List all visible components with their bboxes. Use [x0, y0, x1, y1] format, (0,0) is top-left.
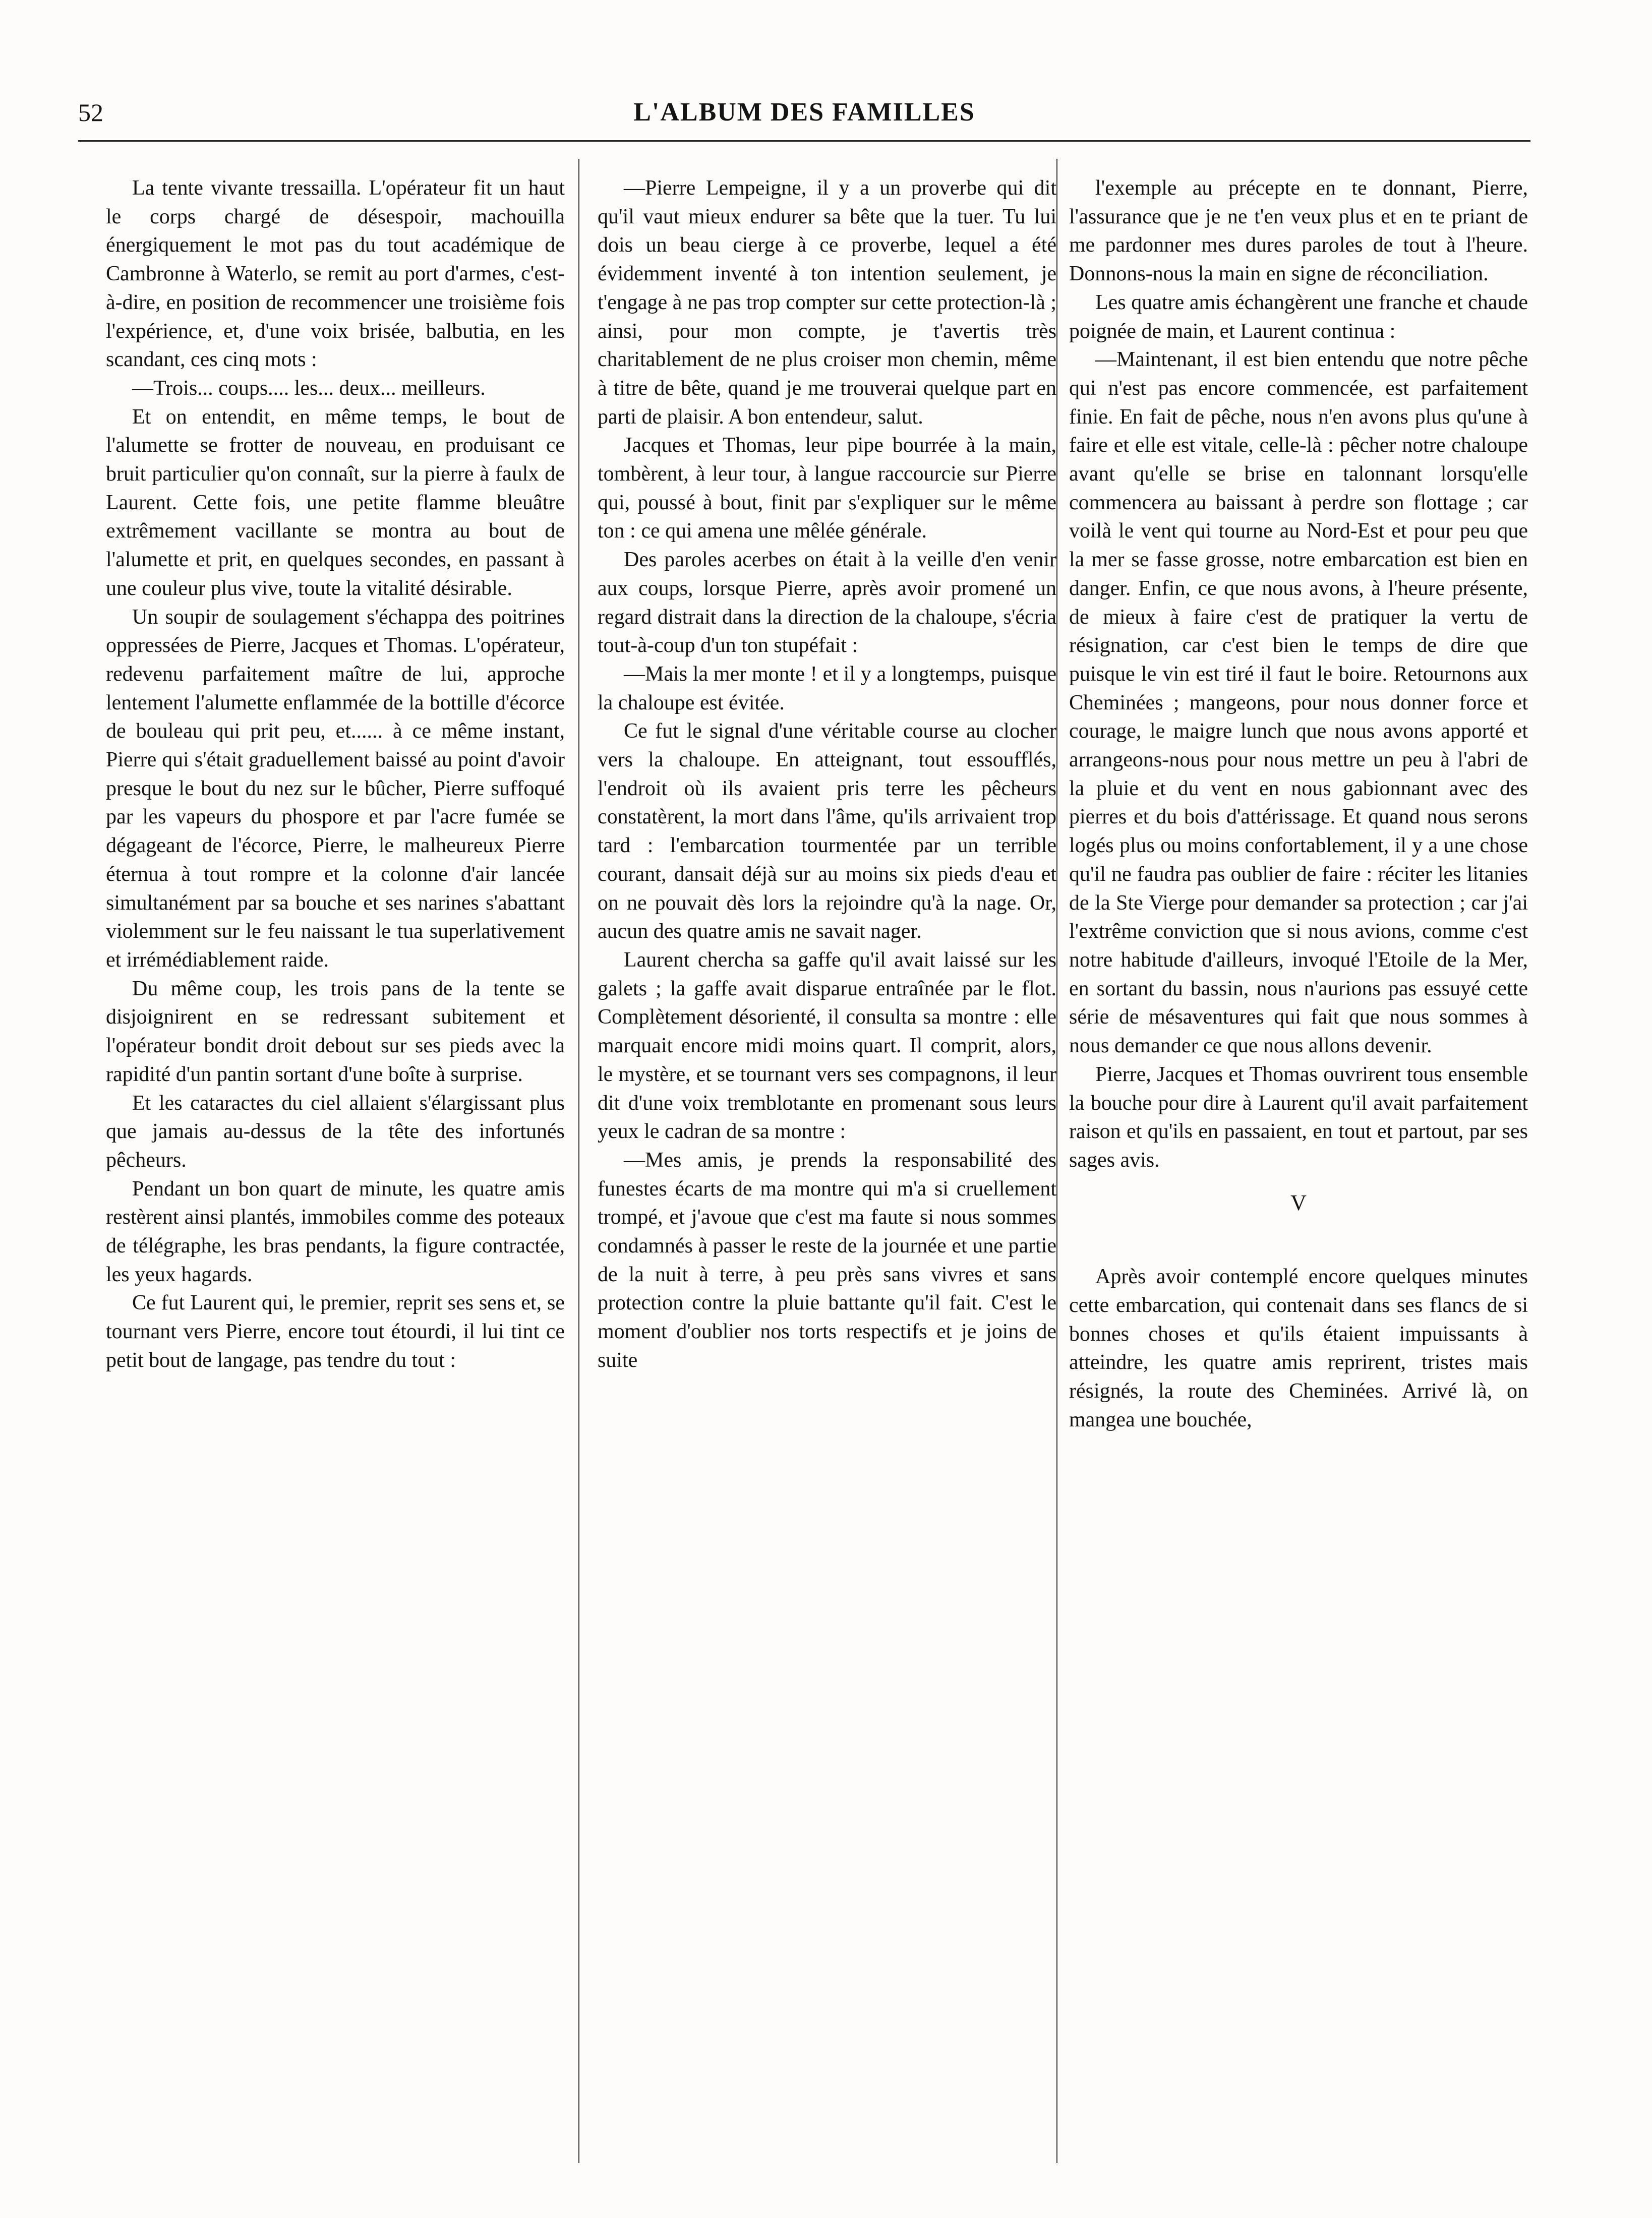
paragraph: Un soupir de soulagement s'échappa des poitrines oppressées de Pierre, Jacques et Thomas. L'opérateur, redevenu parfaitement maître de lui, approche lentement l'alumette enflammée de la bottille d'écorce de bouleau qui prit peu, et...... à ce même instant, Pierre qui s'était graduellement baissé au point d'avoir presque le bout du nez sur le bûcher, Pierre suffoqué par les vapeurs du phospore et par l'acre fumée se dégageant de l'écorce, Pierre, le malheureux Pierre éternua à tout rompre et la colonne d'air lancée simultanément par sa bouche et ses narines s'abattant violemment sur le feu naissant le tua superlativement et irrémédiablement raide.	[106, 605, 565, 972]
column-divider	[578, 159, 579, 2163]
text-column-3	[1069, 174, 1528, 2140]
paragraph: Ce fut le signal d'une véritable course au clocher vers la chaloupe. En atteignant, tout essoufflés, l'endroit où ils avaient pris terre les pêcheurs constatèrent, la mort dans l'âme, qu'ils arrivaient trop tard : l'embarcation tourmentée par un terrible courant, dansait déjà sur au moins six pieds d'eau et on ne pouvait dès lors la rejoindre qu'à la nage. Or, aucun des quatre amis ne savait nager.	[598, 720, 1056, 943]
paragraph: —Trois... coups.... les... deux... meilleurs.	[132, 376, 486, 400]
paragraph: —Pierre Lempeigne, il y a un proverbe qui dit qu'il vaut mieux endurer sa bête que la tuer. Tu lui dois un beau cierge à ce proverbe, lequel a été évidemment inventé à ton intention seulement, je t'engage à ne pas trop compter sur cette protection-là ; ainsi, pour mon compte, je t'avertis très charitablement de ne plus croiser mon chemin, même à titre de bête, quand je me trouverai quelque part en parti de plaisir. A bon entendeur, salut.	[598, 176, 1056, 429]
paragraph: La tente vivante tressailla. L'opérateur fit un haut le corps chargé de désespoir, machouilla énergiquement le mot pas du tout académique de Cambronne à Waterlo, se remit au port d'armes, c'est-à-dire, en position de recommencer une troisième fois l'expérience, et, d'une voix brisée, balbutia, en les scandant, ces cinq mots :	[106, 176, 565, 372]
header-rule	[78, 140, 1530, 142]
text-column-1	[106, 174, 565, 2140]
paragraph: Des paroles acerbes on était à la veille d'en venir aux coups, lorsque Pierre, après avoir promené un regard distrait dans la direction de la chaloupe, s'écria tout-à-coup d'un ton stupéfait :	[598, 548, 1056, 657]
page-header	[78, 95, 1530, 135]
column-divider	[1056, 159, 1057, 2163]
paragraph: Jacques et Thomas, leur pipe bourrée à la main, tombèrent, à leur tour, à langue raccourcie sur Pierre qui, poussé à bout, finit par s'expliquer sur le même ton : ce qui amena une mêlée générale.	[598, 434, 1056, 543]
paragraph: Et on entendit, en même temps, le bout de l'alumette se frotter de nouveau, en produisant ce bruit particulier qu'on connaît, sur la pierre à faulx de Laurent. Cette fois, une petite flamme bleuâtre extrêmement vacillante se montra au bout de l'alumette et prit, en quelques secondes, en passant à une couleur plus vive, toute la vitalité désirable.	[106, 405, 565, 600]
paragraph: Les quatre amis échangèrent une franche et chaude poignée de main, et Laurent continua :	[1069, 290, 1528, 343]
text-column-2	[598, 174, 1056, 2140]
paragraph: Pendant un bon quart de minute, les quatre amis restèrent ainsi plantés, immobiles comme des poteaux de télégraphe, les bras pendants, la figure contractée, les yeux hagards.	[106, 1177, 565, 1286]
paragraph: Ce fut Laurent qui, le premier, reprit ses sens et, se tournant vers Pierre, encore tout étourdi, il lui tint ce petit bout de langage, pas tendre du tout :	[106, 1291, 565, 1372]
paragraph: Après avoir contemplé encore quelques minutes cette embarcation, qui contenait dans ses flancs de si bonnes choses et qu'ils étaient impuissants à atteindre, les quatre amis reprirent, tristes mais résignés, la route des Cheminées. Arrivé là, on mangea une bouchée,	[1069, 1265, 1528, 1431]
paragraph: Et les cataractes du ciel allaient s'élargissant plus que jamais au-dessus de la tête des infortunés pêcheurs.	[106, 1091, 565, 1172]
paragraph: —Maintenant, il est bien entendu que notre pêche qui n'est pas encore commencée, est parfaitement finie. En fait de pêche, nous n'en avons plus qu'une à faire et elle est vitale, celle-là : pêcher notre chaloupe avant qu'elle se brise en talonnant lorsqu'elle commencera au baissant à perdre son flottage ; car voilà le vent qui tourne au Nord-Est et pour peu que la mer se fasse grosse, notre embarcation est bien en danger. Enfin, ce que nous avons, à l'heure présente, de mieux à faire c'est de pratiquer la vertu de résignation, car c'est bien le temps de dire que puisque le vin est tiré il faut le boire. Retournons aux Cheminées ; mangeons, pour nous donner force et courage, le maigre lunch que nous avons apporté et arrangeons-nous pour nous mettre un peu à l'abri de la pluie et du vent en nous gabionnant avec des pierres et du bois d'attérissage. Et quand nous serons logés plus ou moins confortablement, il y a une chose qu'il ne faudra pas oublier de faire : réciter les litanies de la Ste Vierge pour demander sa protection ; car j'ai l'extrême conviction que si nous avions, comme c'est notre habitude d'ailleurs, invoqué l'Etoile de la Mer, en sortant du bassin, nous n'aurions pas essuyé cette série de mésaventures qui fait que nous sommes à nous demander ce que nous allons devenir.	[1069, 348, 1528, 1058]
paragraph: Pierre, Jacques et Thomas ouvrirent tous ensemble la bouche pour dire à Laurent qu'il avait parfaitement raison et qu'ils en passaient, en tout et partout, par ses sages avis.	[1069, 1062, 1528, 1172]
section-numeral: V	[1290, 1190, 1307, 1215]
paragraph: Laurent chercha sa gaffe qu'il avait laissé sur les galets ; la gaffe avait disparue entraînée par le flot. Complètement désorienté, il consulta sa montre : elle marquait encore midi moins quart. Il comprit, alors, le mystère, et se tournant vers ses compagnons, il leur dit d'une voix tremblotante en promenant sous leurs yeux le cadran de sa montre :	[598, 948, 1056, 1144]
running-title: L'ALBUM DES FAMILLES	[633, 98, 975, 127]
paragraph: —Mais la mer monte ! et il y a longtemps, puisque la chaloupe est évitée.	[598, 662, 1056, 714]
page-number: 52	[78, 98, 103, 127]
paragraph: —Mes amis, je prends la responsabilité des funestes écarts de ma montre qui m'a si cruellement trompé, et j'avoue que c'est ma faute si nous sommes condamnés à passer le reste de la journée et une partie de la nuit à terre, à peu près sans vivres et sans protection contre la pluie battante qu'il fait. C'est le moment d'oublier nos torts respectifs et je joins de suite	[598, 1148, 1056, 1372]
paragraph: l'exemple au précepte en te donnant, Pierre, l'assurance que je ne t'en veux plus et en te priant de me pardonner mes dures paroles de tout à l'heure. Donnons-nous la main en signe de réconciliation.	[1069, 176, 1528, 286]
paragraph: Du même coup, les trois pans de la tente se disjoignirent en se redressant subitement et l'opérateur bondit droit debout sur ses pieds avec la rapidité d'un pantin sortant d'une boîte à surprise.	[106, 977, 565, 1086]
